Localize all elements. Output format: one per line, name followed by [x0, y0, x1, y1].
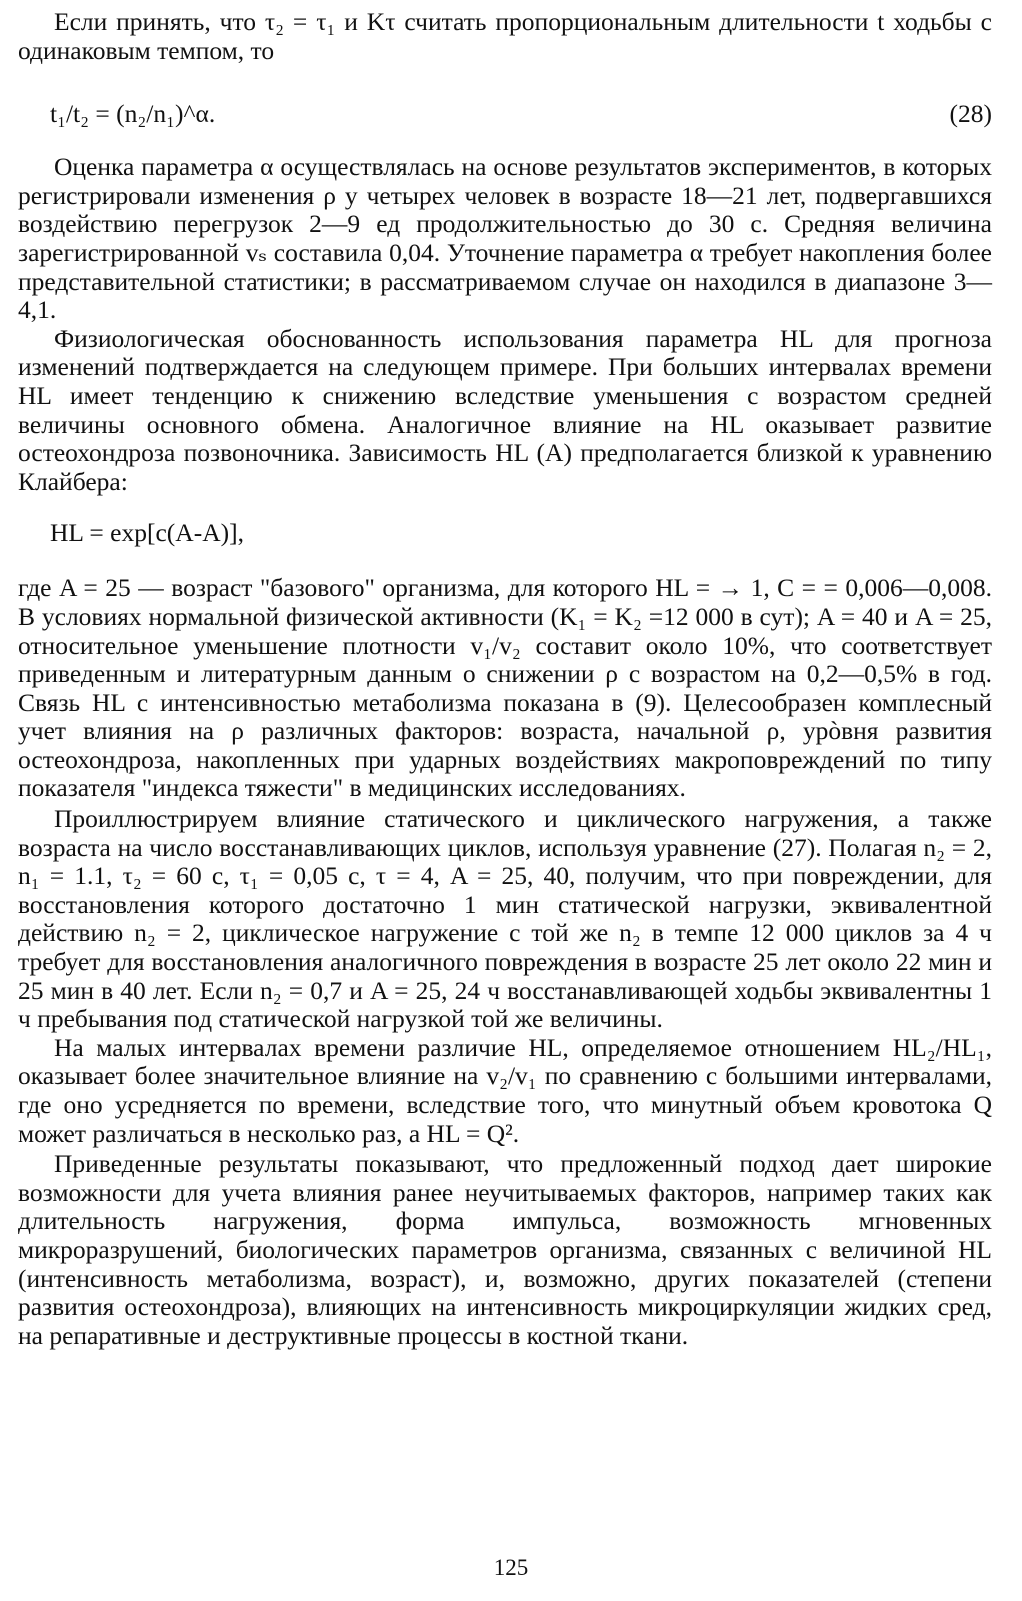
equation-kleiber	[18, 518, 992, 548]
paragraph-2: Оценка параметра α осуществлялась на основе результатов экспериментов, в которых регистрировали изменения ρ у четырех человек в возрасте 18—21 лет, подвергавшихся воздействию перегрузок 2—9 ед продолжительностью до 30 с. Средняя величина зарегистрированной vₛ составила 0,04. Уточнение параметра α требует накопления более представительной статистики; в рассматриваемом случае он находился в диапазоне 3—4,1.	[18, 152, 992, 325]
paragraph-4: где A = 25 — возраст "базового" организма, для которого HL = → 1, C = = 0,006—0,008. В условиях нормальной физической активности (K₁ = K₂ =12 000 в сут); A = 40 и A = 25, относительное уменьшение плотности v₁/v₂ составит около 10%, что соответствует приведенным и литературным данным о снижении ρ с возрастом на 0,2—0,5% в год. Связь HL с интенсивностью метаболизма показана в (9). Целесообразен комплесный учет влияния на ρ различных факторов: возраста, начальной ρ, урòвня развития остеохондроза, накопленных при ударных воздействиях макроповреждений по типу показателя "индекса тяжести" в медицинских исследованиях.	[18, 573, 992, 803]
paragraph-7: Приведенные результаты показывают, что предложенный подход дает широкие возможности для учета влияния ранее неучитываемых факторов, например таких как длительность нагружения, форма импульса, возможность мгновенных микроразрушений, биологических параметров организма, связанных с величиной HL (интенсивность метаболизма, возраст), и, возможно, других показателей (степени развития остеохондроза), влияющих на интенсивность микроциркуляции жидких сред, на репаративные и деструктивные процессы в костной ткани.	[18, 1149, 992, 1350]
equation-28-expression: t₁/t₂ = (n₂/n₁)^α.	[50, 99, 216, 129]
paragraph-1: Если принять, что τ₂ = τ₁ и Kτ считать пропорциональным длительности t ходьбы с одинаковым темпом, то	[18, 7, 992, 65]
paragraph-3: Физиологическая обоснованность использования параметра HL для прогноза изменений подтверждается на следующем примере. При больших интервалах времени HL имеет тенденцию к снижению вследствие уменьшения с возрастом средней величины основного обмена. Аналогичное влияние на HL оказывает развитие остеохондроза позвоночника. Зависимость HL (A) предполагается близкой к уравнению Клайбера:	[18, 323, 992, 496]
equation-kleiber-expression: HL = exp[c(A-A)],	[50, 518, 244, 548]
equation-28	[18, 99, 992, 129]
page-number: 125	[493, 1555, 529, 1580]
paragraph-5: Проиллюстрируем влияние статического и циклического нагружения, а также возраста на число восстанавливающих циклов, используя уравнение (27). Полагая n₂ = 2, n₁ = 1.1, τ₂ = 60 с, τ₁ = 0,05 с, τ = 4, A = 25, 40, получим, что при повреждении, для восстановления которого достаточно 1 мин статической нагрузки, эквивалентной действию n₂ = 2, циклическое нагружение с той же n₂ в темпе 12 000 циклов за 4 ч требует для восстановления аналогичного повреждения в возрасте 25 лет около 22 мин и 25 мин в 40 лет. Если n₂ = 0,7 и A = 25, 24 ч восстанавливающей ходьбы эквивалентны 1 ч пребывания под статической нагрузкой той же величины.	[18, 804, 992, 1034]
equation-28-number: (28)	[949, 99, 992, 129]
paragraph-6: На малых интервалах времени различие HL, определяемое отношением HL₂/HL₁, оказывает более значительное влияние на v₂/v₁ по сравнению с большими интервалами, где оно усредняется по времени, вследствие того, что минутный объем кровотока Q может различаться в несколько раз, а HL = Q².	[18, 1032, 992, 1148]
